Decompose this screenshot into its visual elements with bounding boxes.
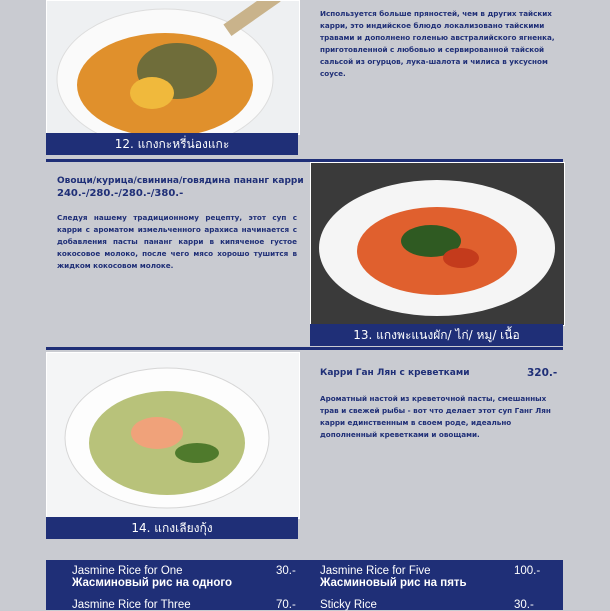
dish-price-13: 240.-/280.-/280.-/380.- bbox=[57, 188, 184, 199]
rice-name-ru: Жасминовый рис на пять bbox=[320, 577, 467, 589]
curry-bowl-image bbox=[47, 1, 299, 134]
panang-curry-image bbox=[311, 163, 564, 325]
dish-price-14: 320.- bbox=[527, 367, 558, 379]
rice-name-en: Sticky Rice bbox=[320, 599, 377, 611]
rice-item bbox=[320, 599, 558, 611]
dish-description-13: Следуя нашему традиционному рецепту, этот суп с карри с ароматом измельченного арахиса начинается с добавления пасты пананг карри в кипяченое густое кокосовое молоко, после чего мясо хорошо тушится в жидком кокосовом молоке. bbox=[57, 213, 297, 270]
shrimp-soup-image bbox=[47, 353, 299, 518]
rice-name-en: Jasmine Rice for One bbox=[72, 565, 183, 577]
rice-item bbox=[320, 565, 558, 589]
dish-caption-12: 12. แกงกะหรี่น่องแกะ bbox=[46, 133, 298, 155]
dish-photo-12 bbox=[46, 0, 300, 135]
dish-title-13: Овощи/курица/свинина/говядина пананг карри bbox=[57, 176, 304, 186]
rice-item bbox=[72, 599, 302, 611]
rice-banner bbox=[46, 560, 563, 610]
section-divider bbox=[46, 347, 563, 350]
dish-caption-13: 13. แกงพะแนงผัก/ ไก่/ หมู/ เนื้อ bbox=[310, 324, 563, 346]
dish-title-14: Карри Ган Лян с креветками bbox=[320, 368, 470, 378]
rice-price: 30.- bbox=[276, 565, 296, 577]
rice-price: 100.- bbox=[514, 565, 541, 577]
rice-price: 70.- bbox=[276, 599, 296, 611]
rice-price: 30.- bbox=[514, 599, 534, 611]
dish-description-14: Ароматный настой из креветочной пасты, смешанных трав и свежей рыбы - вот что делает этот суп Ганг Лян карри единственным в своем роде, идеально дополненный креветками и овощами. bbox=[320, 394, 551, 439]
rice-name-en: Jasmine Rice for Three bbox=[72, 599, 191, 611]
rice-name-ru: Жасминовый рис на одного bbox=[72, 577, 233, 589]
dish-description-12: Используется больше пряностей, чем в других тайских карри, это индийское блюдо локализовано тайскими травами и дополнено голенью австралийского ягненка, приготовленной с любовью и сервированной тайской сальсой из огурцов, лука-шалота и чилиса в уксусном соусе. bbox=[320, 9, 555, 78]
rice-name-en: Jasmine Rice for Five bbox=[320, 565, 431, 577]
dish-photo-14 bbox=[46, 352, 300, 519]
rice-item bbox=[72, 565, 302, 589]
dish-photo-13 bbox=[310, 162, 565, 326]
dish-caption-14: 14. แกงเลียงกุ้ง bbox=[46, 517, 298, 539]
